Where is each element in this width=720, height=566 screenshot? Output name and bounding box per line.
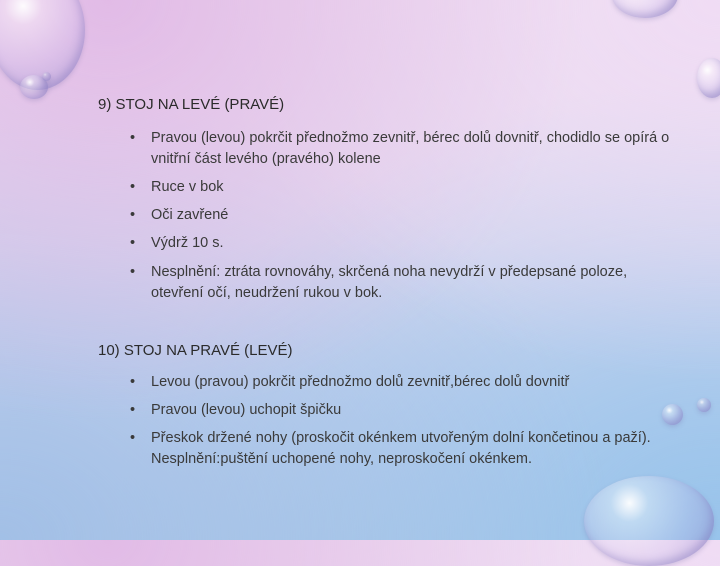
list-item [130, 400, 670, 421]
list-item-text: Pravou (levou) uchopit špičku [151, 402, 342, 418]
list-item-text: Přeskok držené nohy (proskočit okénkem utvořeným dolní končetinou a paží). Nesplnění:puštění uchopené nohy, neproskočení okénkem. [151, 430, 651, 467]
list-item [130, 262, 670, 304]
bullet-icon: • [130, 374, 136, 390]
section-heading-9: 9) STOJ NA LEVÉ (PRAVÉ) [98, 96, 285, 113]
list-item [130, 428, 670, 470]
bullet-icon: • [130, 264, 136, 280]
list-item [130, 205, 670, 226]
list-item [130, 372, 670, 393]
bullet-icon: • [130, 235, 136, 251]
list-item [130, 233, 670, 254]
list-item-text: Pravou (levou) pokrčit přednožmo zevnitř, bérec dolů dovnitř, chodidlo se opírá o vnitřní část levého (pravého) kolene [151, 130, 670, 167]
list-item [130, 128, 670, 170]
list-item-text: Výdrž 10 s. [151, 235, 224, 251]
list-item-text: Nesplnění: ztráta rovnováhy, skrčená noha nevydrží v předepsané poloze, otevření očí, neudržení rukou v bok. [151, 264, 628, 301]
list-item-text: Oči zavřené [151, 207, 229, 223]
list-item-text: Levou (pravou) pokrčit přednožmo dolů zevnitř,bérec dolů dovnitř [151, 374, 570, 390]
bullet-icon: • [130, 430, 136, 446]
bullet-icon: • [130, 130, 136, 146]
bullet-icon: • [130, 179, 136, 195]
bullet-icon: • [130, 402, 136, 418]
section-heading-10: 10) STOJ NA PRAVÉ (LEVÉ) [98, 342, 293, 359]
list-item-text: Ruce v bok [151, 179, 224, 195]
list-item [130, 177, 670, 198]
bullet-icon: • [130, 207, 136, 223]
